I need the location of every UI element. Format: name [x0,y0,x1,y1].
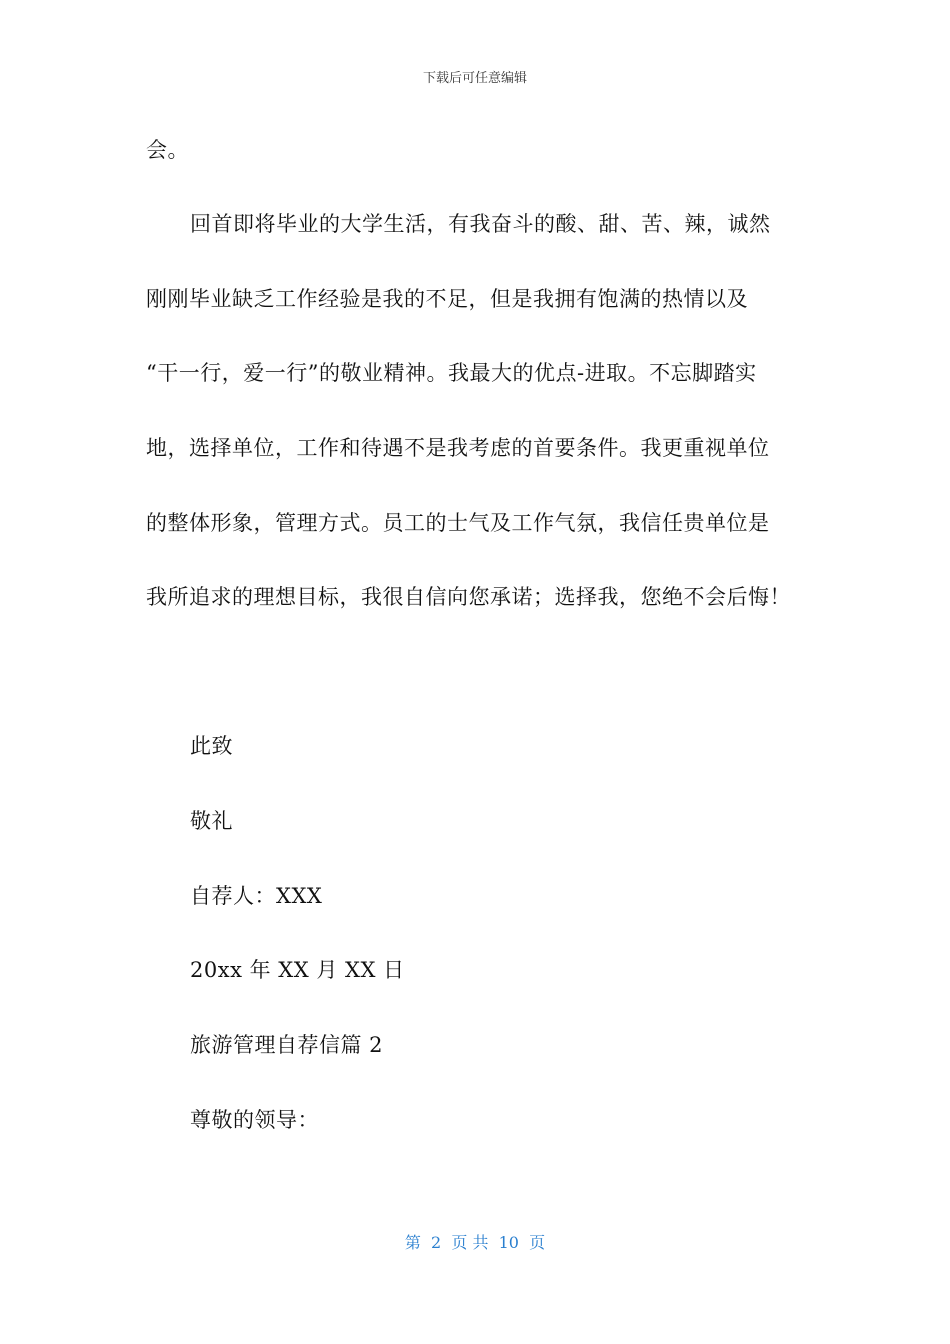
body-line-4: “干一行，爱一行”的敬业精神。我最大的优点-进取。不忘脚踏实 [146,361,757,385]
body-line-5: 地，选择单位，工作和待遇不是我考虑的首要条件。我更重视单位 [146,436,770,460]
body-line-6: 的整体形象，管理方式。员工的士气及工作气氛，我信任贵单位是 [146,511,770,535]
closing-salutation: 此致 [190,734,233,758]
body-line-2: 回首即将毕业的大学生活，有我奋斗的酸、甜、苦、辣，诚然 [190,212,771,236]
signer-line: 自荐人：XXX [190,884,323,908]
section-title: 旅游管理自荐信篇 2 [190,1033,384,1057]
body-line-3: 刚刚毕业缺乏工作经验是我的不足，但是我拥有饱满的热情以及 [146,287,748,311]
body-line-7: 我所追求的理想目标，我很自信向您承诺；选择我，您绝不会后悔！ [146,585,791,609]
header-note: 下载后可任意编辑 [422,71,527,86]
page-number: 第 2 页 共 10 页 [404,1233,546,1252]
date-line: 20xx 年 XX 月 XX 日 [190,958,405,982]
greeting-line: 尊敬的领导： [190,1108,319,1132]
closing-regards: 敬礼 [190,809,233,833]
body-line-1: 会。 [146,138,189,162]
